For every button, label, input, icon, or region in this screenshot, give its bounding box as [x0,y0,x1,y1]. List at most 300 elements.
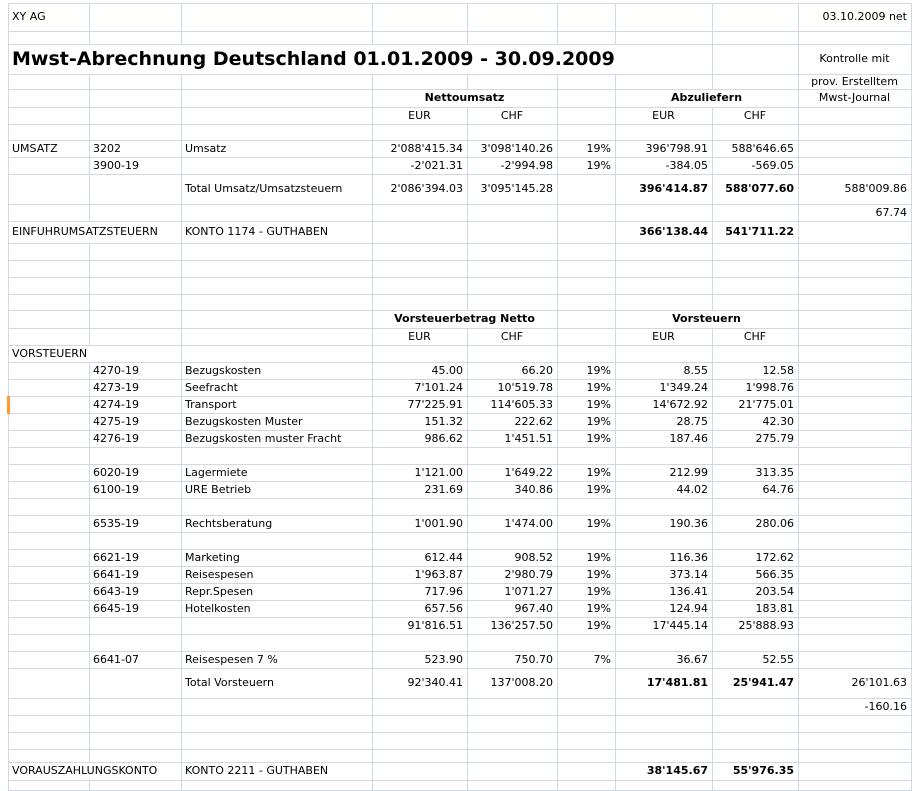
page-title[interactable]: Mwst-Abrechnung Deutschland 01.01.2009 - 30.09.2009 [9,45,713,75]
empty-cell[interactable] [713,448,799,465]
amount[interactable]: 612.44 [373,550,468,567]
total-amount[interactable]: 25'941.47 [713,669,799,699]
amount[interactable]: 116.36 [616,550,713,567]
amount[interactable]: 1'001.90 [373,516,468,533]
empty-cell[interactable] [468,346,558,363]
empty-cell[interactable] [9,311,90,329]
empty-cell[interactable] [182,278,373,295]
empty-cell[interactable] [799,141,912,158]
total-amount[interactable]: 2'086'394.03 [373,175,468,205]
amount[interactable]: -569.05 [713,158,799,175]
empty-cell[interactable] [373,781,468,791]
account-label[interactable]: Reisespesen [182,567,373,584]
empty-cell[interactable] [182,75,373,90]
total-amount[interactable]: 3'095'145.28 [468,175,558,205]
empty-cell[interactable] [799,397,912,414]
empty-cell[interactable] [799,567,912,584]
empty-cell[interactable] [558,4,616,32]
empty-cell[interactable] [558,311,616,329]
empty-cell[interactable] [558,346,616,363]
empty-cell[interactable] [713,699,799,716]
empty-cell[interactable] [9,567,90,584]
account-number[interactable]: 3900-19 [90,158,182,175]
account-label[interactable]: Bezugskosten Muster [182,414,373,431]
amount[interactable]: 21'775.01 [713,397,799,414]
empty-cell[interactable] [373,244,468,261]
empty-cell[interactable] [9,750,90,763]
empty-cell[interactable] [799,32,912,45]
empty-cell[interactable] [616,295,713,311]
empty-cell[interactable] [373,448,468,465]
amount[interactable]: 231.69 [373,482,468,499]
empty-cell[interactable] [182,311,373,329]
tax-rate[interactable]: 19% [558,465,616,482]
currency-header-chf[interactable]: CHF [713,108,799,125]
subtotal-amount[interactable]: 17'445.14 [616,618,713,635]
amount[interactable]: 8.55 [616,363,713,380]
amount[interactable]: 396'798.91 [616,141,713,158]
amount[interactable]: -2'994.98 [468,158,558,175]
empty-cell[interactable] [799,533,912,550]
currency-header-chf[interactable]: CHF [468,108,558,125]
account-label[interactable]: Bezugskosten muster Fracht [182,431,373,448]
amount[interactable]: 14'672.92 [616,397,713,414]
empty-cell[interactable] [468,448,558,465]
empty-cell[interactable] [799,261,912,278]
amount[interactable]: 1'349.24 [616,380,713,397]
subtotal-amount[interactable]: 136'257.50 [468,618,558,635]
tax-rate[interactable]: 19% [558,516,616,533]
empty-cell[interactable] [616,125,713,141]
amount[interactable]: 44.02 [616,482,713,499]
amount[interactable]: 136.41 [616,584,713,601]
empty-cell[interactable] [90,311,182,329]
account-number[interactable]: 3202 [90,141,182,158]
col-group-nettoumsatz[interactable]: Nettoumsatz [373,90,558,108]
empty-cell[interactable] [799,346,912,363]
amount[interactable]: 77'225.91 [373,397,468,414]
empty-cell[interactable] [558,733,616,750]
empty-cell[interactable] [616,4,713,32]
empty-cell[interactable] [558,125,616,141]
amount[interactable]: 1'451.51 [468,431,558,448]
empty-cell[interactable] [616,261,713,278]
empty-cell[interactable] [182,108,373,125]
empty-cell[interactable] [558,750,616,763]
empty-cell[interactable] [9,669,90,699]
empty-cell[interactable] [799,222,912,244]
empty-cell[interactable] [468,699,558,716]
tax-rate[interactable]: 19% [558,414,616,431]
empty-cell[interactable] [9,278,90,295]
account-number[interactable]: 6641-19 [90,567,182,584]
empty-cell[interactable] [9,125,90,141]
empty-cell[interactable] [799,329,912,346]
empty-cell[interactable] [9,482,90,499]
amount[interactable]: 212.99 [616,465,713,482]
empty-cell[interactable] [9,635,90,652]
amount[interactable]: 114'605.33 [468,397,558,414]
empty-cell[interactable] [90,533,182,550]
empty-cell[interactable] [9,329,90,346]
empty-cell[interactable] [713,635,799,652]
empty-cell[interactable] [616,781,713,791]
empty-cell[interactable] [182,244,373,261]
empty-cell[interactable] [9,32,90,45]
tax-rate[interactable]: 19% [558,482,616,499]
subtotal-amount[interactable]: 25'888.93 [713,618,799,635]
empty-cell[interactable] [9,261,90,278]
empty-cell[interactable] [182,205,373,222]
currency-header-eur[interactable]: EUR [616,329,713,346]
empty-cell[interactable] [558,533,616,550]
empty-cell[interactable] [616,448,713,465]
amount[interactable]: 10'519.78 [468,380,558,397]
empty-cell[interactable] [373,733,468,750]
empty-cell[interactable] [558,278,616,295]
amount[interactable]: -2'021.31 [373,158,468,175]
empty-cell[interactable] [373,499,468,516]
amount[interactable]: 1'474.00 [468,516,558,533]
amount[interactable]: 64.76 [713,482,799,499]
empty-cell[interactable] [373,261,468,278]
account-label[interactable]: Marketing [182,550,373,567]
account-label[interactable]: Bezugskosten [182,363,373,380]
empty-cell[interactable] [713,4,799,32]
total-amount[interactable]: 137'008.20 [468,669,558,699]
amount[interactable]: 124.94 [616,601,713,618]
empty-cell[interactable] [373,750,468,763]
amount[interactable]: 28.75 [616,414,713,431]
total-label[interactable]: Total Vorsteuern [182,669,373,699]
empty-cell[interactable] [558,448,616,465]
empty-cell[interactable] [616,533,713,550]
empty-cell[interactable] [799,716,912,733]
empty-cell[interactable] [90,499,182,516]
amount[interactable]: 1'071.27 [468,584,558,601]
empty-cell[interactable] [182,750,373,763]
empty-cell[interactable] [468,750,558,763]
empty-cell[interactable] [9,397,90,414]
amount[interactable]: 42.30 [713,414,799,431]
empty-cell[interactable] [9,363,90,380]
empty-cell[interactable] [9,716,90,733]
empty-cell[interactable] [616,499,713,516]
empty-cell[interactable] [558,32,616,45]
account-number[interactable]: 4276-19 [90,431,182,448]
empty-cell[interactable] [799,652,912,669]
empty-cell[interactable] [182,499,373,516]
account-label[interactable]: KONTO 1174 - GUTHABEN [182,222,373,244]
account-label[interactable]: Umsatz [182,141,373,158]
account-label[interactable]: Seefracht [182,380,373,397]
empty-cell[interactable] [90,75,182,90]
col-group-vorsteuerbetrag-netto[interactable]: Vorsteuerbetrag Netto [373,311,558,329]
total-label[interactable]: Total Umsatz/Umsatzsteuern [182,175,373,205]
amount[interactable]: 2'980.79 [468,567,558,584]
control-note-line2[interactable]: prov. Erstelltem [799,75,912,90]
account-label[interactable]: Repr.Spesen [182,584,373,601]
amount[interactable]: 52.55 [713,652,799,669]
empty-cell[interactable] [799,380,912,397]
total-amount[interactable]: 366'138.44 [616,222,713,244]
report-date[interactable]: 03.10.2009 net [799,4,912,32]
empty-cell[interactable] [182,699,373,716]
empty-cell[interactable] [373,533,468,550]
empty-cell[interactable] [90,90,182,108]
empty-cell[interactable] [9,733,90,750]
account-number[interactable]: 4275-19 [90,414,182,431]
amount[interactable]: 172.62 [713,550,799,567]
empty-cell[interactable] [468,32,558,45]
amount[interactable]: 1'649.22 [468,465,558,482]
empty-cell[interactable] [90,4,182,32]
control-amount[interactable]: -160.16 [799,699,912,716]
col-group-vorsteuern[interactable]: Vorsteuern [616,311,799,329]
empty-cell[interactable] [558,329,616,346]
empty-cell[interactable] [616,346,713,363]
empty-cell[interactable] [373,699,468,716]
tax-rate[interactable]: 19% [558,158,616,175]
empty-cell[interactable] [558,781,616,791]
amount[interactable]: 566.35 [713,567,799,584]
empty-cell[interactable] [468,295,558,311]
empty-cell[interactable] [90,295,182,311]
empty-cell[interactable] [9,618,90,635]
empty-cell[interactable] [90,699,182,716]
empty-cell[interactable] [9,550,90,567]
empty-cell[interactable] [558,499,616,516]
tax-rate[interactable]: 19% [558,601,616,618]
empty-cell[interactable] [616,32,713,45]
empty-cell[interactable] [9,431,90,448]
empty-cell[interactable] [799,584,912,601]
empty-cell[interactable] [9,465,90,482]
empty-cell[interactable] [558,699,616,716]
empty-cell[interactable] [373,222,468,244]
empty-cell[interactable] [558,669,616,699]
empty-cell[interactable] [90,618,182,635]
amount[interactable]: 45.00 [373,363,468,380]
amount[interactable]: 222.62 [468,414,558,431]
amount[interactable]: 657.56 [373,601,468,618]
empty-cell[interactable] [373,295,468,311]
amount[interactable]: -384.05 [616,158,713,175]
empty-cell[interactable] [713,278,799,295]
empty-cell[interactable] [468,4,558,32]
empty-cell[interactable] [90,733,182,750]
currency-header-chf[interactable]: CHF [713,329,799,346]
empty-cell[interactable] [616,716,713,733]
account-number[interactable]: 6100-19 [90,482,182,499]
tax-rate[interactable]: 19% [558,584,616,601]
empty-cell[interactable] [468,261,558,278]
empty-cell[interactable] [182,733,373,750]
empty-cell[interactable] [558,261,616,278]
empty-cell[interactable] [713,499,799,516]
account-label[interactable]: KONTO 2211 - GUTHABEN [182,763,373,781]
empty-cell[interactable] [90,278,182,295]
currency-header-chf[interactable]: CHF [468,329,558,346]
amount[interactable]: 1'998.76 [713,380,799,397]
empty-cell[interactable] [799,618,912,635]
empty-cell[interactable] [616,75,713,90]
control-amount[interactable]: 588'009.86 [799,175,912,205]
control-amount[interactable]: 67.74 [799,205,912,222]
empty-cell[interactable] [558,244,616,261]
empty-cell[interactable] [182,781,373,791]
empty-cell[interactable] [558,635,616,652]
empty-cell[interactable] [558,75,616,90]
amount[interactable]: 3'098'140.26 [468,141,558,158]
empty-cell[interactable] [9,244,90,261]
total-amount[interactable]: 92'340.41 [373,669,468,699]
amount[interactable]: 340.86 [468,482,558,499]
empty-cell[interactable] [799,781,912,791]
account-number[interactable]: 6641-07 [90,652,182,669]
account-number[interactable]: 6621-19 [90,550,182,567]
empty-cell[interactable] [468,763,558,781]
subtotal-amount[interactable]: 91'816.51 [373,618,468,635]
empty-cell[interactable] [616,750,713,763]
account-label[interactable]: Transport [182,397,373,414]
empty-cell[interactable] [9,448,90,465]
empty-cell[interactable] [799,465,912,482]
empty-cell[interactable] [713,716,799,733]
control-note-line1[interactable]: Kontrolle mit [799,45,912,75]
empty-cell[interactable] [558,763,616,781]
empty-cell[interactable] [373,278,468,295]
empty-cell[interactable] [799,295,912,311]
empty-cell[interactable] [90,108,182,125]
tax-rate[interactable]: 19% [558,397,616,414]
empty-cell[interactable] [9,601,90,618]
empty-cell[interactable] [90,125,182,141]
empty-cell[interactable] [558,205,616,222]
amount[interactable]: 183.81 [713,601,799,618]
empty-cell[interactable] [9,158,90,175]
empty-cell[interactable] [799,733,912,750]
tax-rate[interactable]: 19% [558,550,616,567]
empty-cell[interactable] [9,699,90,716]
empty-cell[interactable] [90,781,182,791]
empty-cell[interactable] [713,125,799,141]
empty-cell[interactable] [468,125,558,141]
empty-cell[interactable] [373,4,468,32]
empty-cell[interactable] [9,108,90,125]
control-amount[interactable]: 26'101.63 [799,669,912,699]
empty-cell[interactable] [713,781,799,791]
amount[interactable]: 2'088'415.34 [373,141,468,158]
empty-cell[interactable] [182,125,373,141]
amount[interactable]: 373.14 [616,567,713,584]
empty-cell[interactable] [713,32,799,45]
empty-cell[interactable] [182,295,373,311]
empty-cell[interactable] [799,750,912,763]
account-label[interactable]: URE Betrieb [182,482,373,499]
empty-cell[interactable] [9,781,90,791]
empty-cell[interactable] [799,278,912,295]
empty-cell[interactable] [90,669,182,699]
empty-cell[interactable] [9,205,90,222]
empty-cell[interactable] [182,329,373,346]
empty-cell[interactable] [9,380,90,397]
empty-cell[interactable] [9,584,90,601]
empty-cell[interactable] [373,635,468,652]
empty-cell[interactable] [373,763,468,781]
amount[interactable]: 203.54 [713,584,799,601]
empty-cell[interactable] [182,448,373,465]
empty-cell[interactable] [468,499,558,516]
account-number[interactable]: 6535-19 [90,516,182,533]
empty-cell[interactable] [713,733,799,750]
empty-cell[interactable] [713,346,799,363]
empty-cell[interactable] [373,125,468,141]
empty-cell[interactable] [616,244,713,261]
empty-cell[interactable] [90,750,182,763]
empty-cell[interactable] [799,601,912,618]
empty-cell[interactable] [182,716,373,733]
amount[interactable]: 750.70 [468,652,558,669]
empty-cell[interactable] [182,346,373,363]
empty-cell[interactable] [468,781,558,791]
currency-header-eur[interactable]: EUR [373,329,468,346]
amount[interactable]: 36.67 [616,652,713,669]
tax-rate[interactable]: 7% [558,652,616,669]
empty-cell[interactable] [373,205,468,222]
total-amount[interactable]: 55'976.35 [713,763,799,781]
empty-cell[interactable] [616,635,713,652]
section-label[interactable]: UMSATZ [9,141,90,158]
empty-cell[interactable] [799,363,912,380]
empty-cell[interactable] [616,699,713,716]
amount[interactable]: 986.62 [373,431,468,448]
empty-cell[interactable] [713,244,799,261]
empty-cell[interactable] [468,244,558,261]
total-amount[interactable]: 17'481.81 [616,669,713,699]
empty-cell[interactable] [9,516,90,533]
empty-cell[interactable] [799,499,912,516]
empty-cell[interactable] [799,431,912,448]
empty-cell[interactable] [468,635,558,652]
empty-cell[interactable] [90,716,182,733]
empty-cell[interactable] [713,205,799,222]
amount[interactable]: 12.58 [713,363,799,380]
empty-cell[interactable] [90,635,182,652]
empty-cell[interactable] [182,261,373,278]
account-number[interactable]: 4273-19 [90,380,182,397]
amount[interactable]: 280.06 [713,516,799,533]
tax-rate[interactable]: 19% [558,431,616,448]
empty-cell[interactable] [799,311,912,329]
empty-cell[interactable] [468,733,558,750]
empty-cell[interactable] [558,175,616,205]
total-amount[interactable]: 396'414.87 [616,175,713,205]
currency-header-eur[interactable]: EUR [616,108,713,125]
empty-cell[interactable] [799,635,912,652]
control-note-line3[interactable]: Mwst-Journal [799,90,912,108]
account-number[interactable]: 6645-19 [90,601,182,618]
empty-cell[interactable] [9,295,90,311]
empty-cell[interactable] [558,90,616,108]
empty-cell[interactable] [713,750,799,763]
amount[interactable]: 66.20 [468,363,558,380]
empty-cell[interactable] [182,635,373,652]
account-label[interactable]: Rechtsberatung [182,516,373,533]
empty-cell[interactable] [182,90,373,108]
empty-cell[interactable] [468,278,558,295]
empty-cell[interactable] [558,716,616,733]
